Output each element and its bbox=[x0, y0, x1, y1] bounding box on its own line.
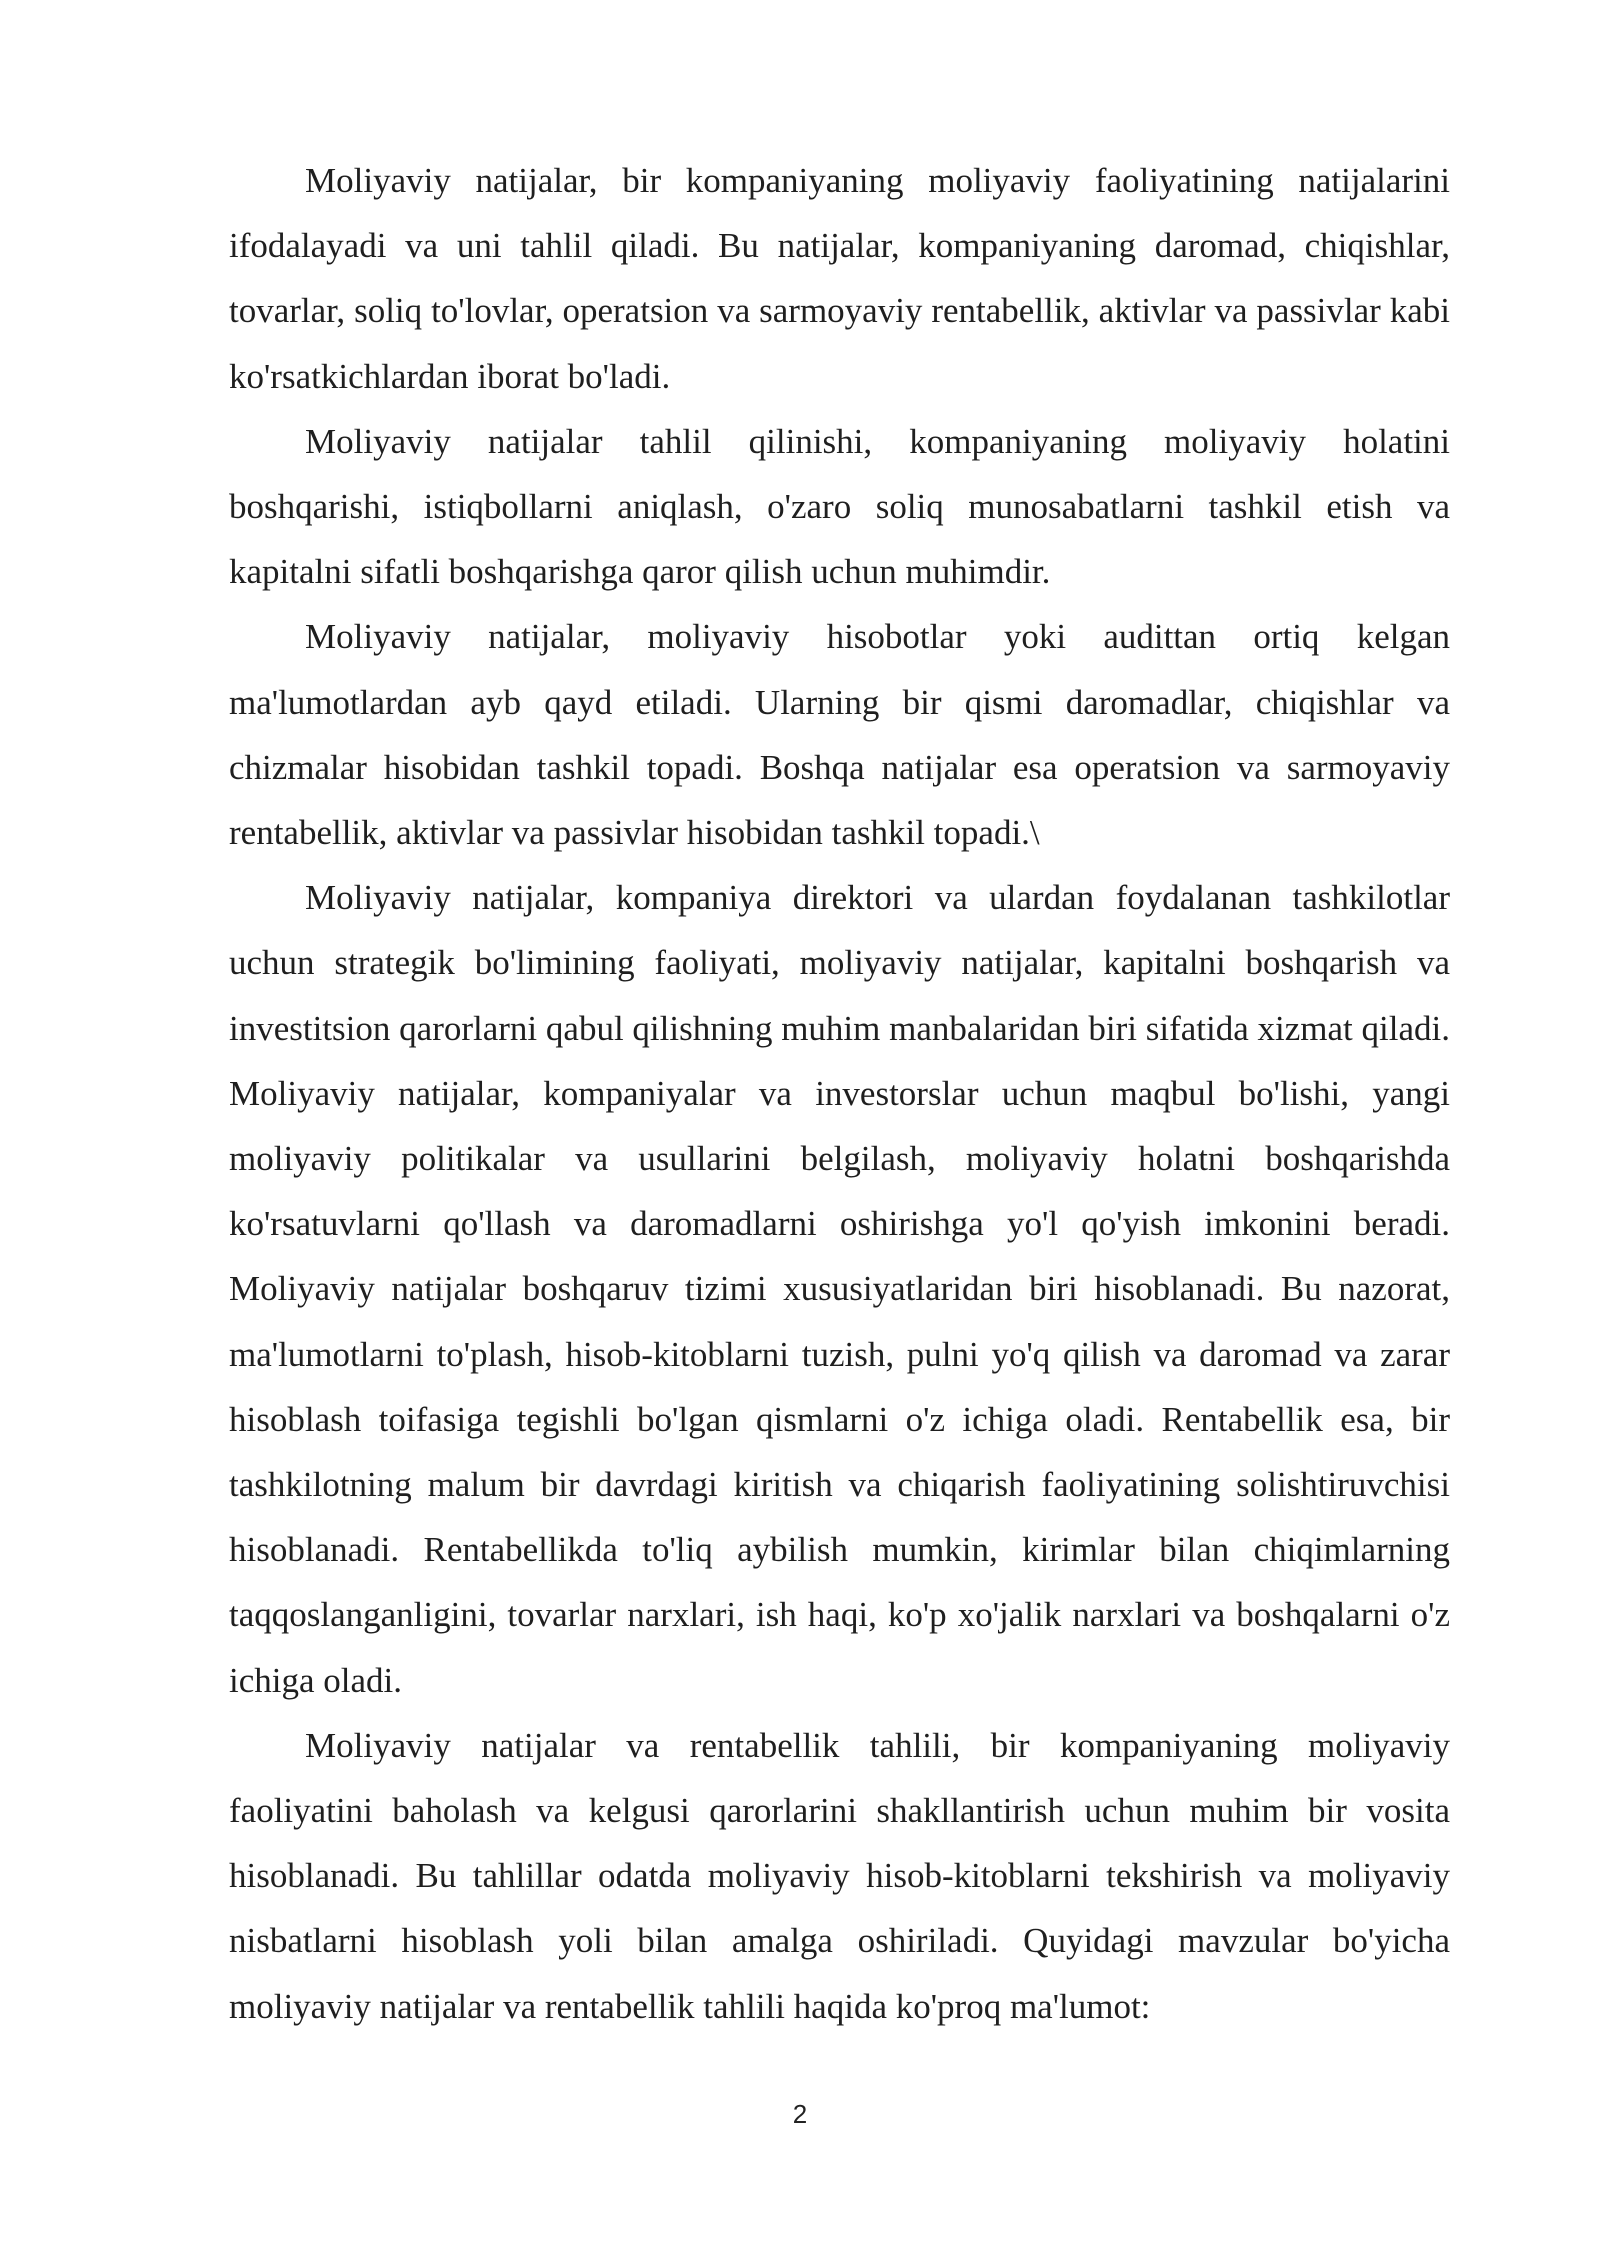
paragraph-1: Moliyaviy natijalar, bir kompaniyaning moliyaviy faoliyatining natijalarini ifodalayadi va uni tahlil qiladi. Bu natijalar, kompaniyaning daromad, chiqishlar, tovarlar, soliq to'lovlar, operatsion va sarmoyaviy rentabellik, aktivlar va passivlar kabi ko'rsatkichlardan iborat bo'ladi. bbox=[229, 161, 1450, 396]
paragraph-2: Moliyaviy natijalar tahlil qilinishi, kompaniyaning moliyaviy holatini boshqarishi, istiqbollarni aniqlash, o'zaro soliq munosabatlarni tashkil etish va kapitalni sifatli boshqarishga qaror qilish uchun muhimdir. bbox=[229, 421, 1450, 592]
paragraph-3: Moliyaviy natijalar, moliyaviy hisobotlar yoki audittan ortiq kelgan ma'lumotlardan ayb qayd etiladi. Ularning bir qismi daromadlar, chiqishlar va chizmalar hisobidan tashkil topadi. Boshqa natijalar esa operatsion va sarmoyaviy rentabellik, aktivlar va passivlar hisobidan tashkil topadi.\ bbox=[229, 617, 1450, 853]
document-body bbox=[229, 148, 1450, 2039]
paragraph-5: Moliyaviy natijalar va rentabellik tahlili, bir kompaniyaning moliyaviy faoliyatini baholash va kelgusi qarorlarini shakllantirish uchun muhim bir vosita hisoblanadi. Bu tahlillar odatda moliyaviy hisob-kitoblarni tekshirish va moliyaviy nisbatlarni hisoblash yoli bilan amalga oshiriladi. Quyidagi mavzular bo'yicha moliyaviy natijalar va rentabellik tahlili haqida ko'proq ma'lumot: bbox=[229, 1725, 1450, 2026]
paragraph-4: Moliyaviy natijalar, kompaniya direktori va ulardan foydalanan tashkilotlar uchun strategik bo'limining faoliyati, moliyaviy natijalar, kapitalni boshqarish va investitsion qarorlarni qabul qilishning muhim manbalaridan biri sifatida xizmat qiladi. Moliyaviy natijalar, kompaniyalar va investorslar uchun maqbul bo'lishi, yangi moliyaviy politikalar va usullarini belgilash, moliyaviy holatni boshqarishda ko'rsatuvlarni qo'llash va daromadlarni oshirishga yo'l qo'yish imkonini beradi. Moliyaviy natijalar boshqaruv tizimi xususiyatlaridan biri hisoblanadi. Bu nazorat, ma'lumotlarni to'plash, hisob-kitoblarni tuzish, pulni yo'q qilish va daromad va zarar hisoblash toifasiga tegishli bo'lgan qismlarni o'z ichiga oladi. Rentabellik esa, bir tashkilotning malum bir davrdagi kiritish va chiqarish faoliyatining solishtiruvchisi hisoblanadi. Rentabellikda to'liq aybilish mumkin, kirimlar bilan chiqimlarning taqqoslanganligini, tovarlar narxlari, ish haqi, ko'p xo'jalik narxlari va boshqalarni o'z ichiga oladi. bbox=[229, 878, 1450, 1700]
page-number: 2 bbox=[792, 2099, 808, 2129]
